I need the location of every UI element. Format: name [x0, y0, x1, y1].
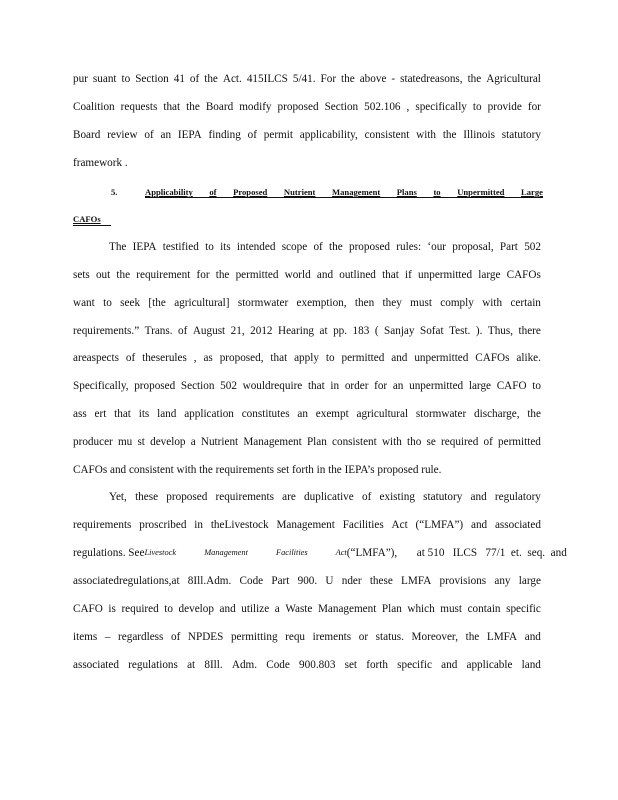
- text-line: [73, 268, 541, 282]
- word: statutory: [501, 129, 541, 141]
- word: ).: [475, 325, 483, 337]
- word: proposed,: [219, 352, 264, 364]
- word: Proposed: [233, 187, 268, 197]
- word: world: [284, 269, 311, 281]
- word: land: [521, 659, 541, 671]
- word: stormwater: [415, 408, 467, 420]
- word: required: [121, 603, 159, 615]
- word: (“LMFA”): [415, 519, 464, 531]
- word: of: [189, 73, 200, 85]
- word: theLivestock: [210, 519, 269, 531]
- word: develop: [178, 603, 214, 615]
- word: 415ILCS: [246, 73, 288, 85]
- word: unpermitted: [418, 269, 473, 281]
- word: large: [518, 575, 541, 587]
- word: Applicability: [145, 187, 193, 197]
- word: to: [103, 297, 112, 309]
- word: statutory: [423, 491, 463, 503]
- word: Hearing: [277, 325, 315, 337]
- word: 5/41.: [292, 73, 316, 85]
- word: apply: [294, 352, 319, 364]
- word: se: [426, 436, 436, 448]
- text-line: [73, 351, 541, 365]
- word: then: [354, 297, 375, 309]
- word: 21,: [230, 325, 245, 337]
- word: in: [330, 380, 340, 392]
- word: ert: [94, 408, 107, 420]
- word: an: [297, 408, 308, 420]
- text-line: [109, 240, 541, 254]
- text-line: [73, 658, 541, 672]
- word: sets: [73, 269, 90, 281]
- word: irements: [312, 631, 352, 643]
- word: Board: [73, 129, 101, 141]
- word: provisions: [439, 575, 487, 587]
- word: that: [163, 101, 181, 113]
- word: alike.: [516, 352, 541, 364]
- word: permitting: [230, 631, 278, 643]
- word: CAFO: [73, 603, 103, 615]
- word: stormwater: [237, 297, 289, 309]
- text-line: CAFOs and consistent with the requirements set forth in the IEPA’s proposed rule.: [73, 464, 442, 476]
- word: its: [220, 241, 231, 253]
- text-line: [73, 602, 541, 616]
- word: Yet,: [109, 491, 127, 503]
- word: are: [282, 491, 296, 503]
- word: to: [472, 101, 482, 113]
- word: unpermitted: [409, 380, 464, 392]
- word: Nutrient: [283, 187, 316, 197]
- word: and: [470, 519, 488, 531]
- word: land: [157, 408, 177, 420]
- word: outlined: [339, 269, 376, 281]
- word: an: [160, 129, 172, 141]
- word: of: [361, 491, 372, 503]
- word: regardless: [118, 631, 164, 643]
- word: Plan: [381, 603, 402, 615]
- word: utilize: [241, 603, 270, 615]
- word: intended: [236, 241, 276, 253]
- text-line: [73, 128, 541, 142]
- word: Management: [317, 603, 377, 615]
- word: Agricultural: [486, 73, 541, 85]
- word: regulations: [128, 659, 178, 671]
- word: st: [137, 436, 145, 448]
- word: permitted: [341, 352, 385, 364]
- word: constitutes: [241, 408, 290, 420]
- word: these: [369, 575, 393, 587]
- word: consistent: [332, 436, 377, 448]
- word: provide: [487, 101, 522, 113]
- word: requ: [285, 631, 306, 643]
- word: seek: [120, 297, 141, 309]
- word: for: [196, 269, 210, 281]
- word: applicable: [466, 659, 513, 671]
- word: 8Ill.: [204, 659, 223, 671]
- word: specifically: [415, 101, 467, 113]
- word: to: [164, 603, 173, 615]
- word: Part: [271, 575, 290, 587]
- word: Act.: [222, 73, 242, 85]
- word: the: [527, 408, 541, 420]
- word: as: [203, 352, 213, 364]
- word: proscribed: [139, 519, 187, 531]
- text-line: [73, 100, 541, 114]
- word: is: [108, 603, 116, 615]
- word: IEPA: [177, 129, 202, 141]
- word: Management: [332, 187, 381, 197]
- word: Nutrient: [200, 436, 239, 448]
- word: ‘our: [427, 241, 447, 253]
- text-line: [73, 296, 541, 310]
- word: Code: [239, 575, 264, 587]
- word: Management: [243, 436, 302, 448]
- word: Sanjay: [384, 325, 415, 337]
- word: proposed: [277, 101, 319, 113]
- word: there: [518, 325, 541, 337]
- word: order: [344, 380, 369, 392]
- word: ,: [406, 101, 410, 113]
- word: unpermitted: [414, 352, 469, 364]
- word: Adm.: [231, 659, 258, 671]
- word: and: [316, 269, 334, 281]
- word: testified: [162, 241, 199, 253]
- word: the: [116, 269, 131, 281]
- word: LMFA: [486, 631, 518, 643]
- text-line: [73, 72, 541, 86]
- word: 502.106: [364, 101, 401, 113]
- word: discharge,: [474, 408, 520, 420]
- text-line: [73, 546, 567, 560]
- word: and: [470, 491, 487, 503]
- text-line: [73, 518, 541, 532]
- word: tho: [407, 436, 422, 448]
- word: modify: [239, 101, 272, 113]
- word: associated: [73, 659, 119, 671]
- text-line: [73, 324, 541, 338]
- word: associatedregulations,at: [73, 575, 180, 587]
- word: to: [205, 241, 214, 253]
- word: Coalition: [73, 101, 115, 113]
- word: ass: [73, 408, 87, 420]
- word: LMFA: [401, 575, 432, 587]
- word: Sofat: [419, 325, 444, 337]
- word: with: [482, 297, 503, 309]
- word: of: [483, 436, 493, 448]
- word: proposed: [134, 380, 176, 392]
- text-line: [109, 490, 541, 504]
- word: 502: [524, 241, 541, 253]
- word: out: [95, 269, 111, 281]
- heading-rule: [73, 225, 111, 226]
- word: 41: [173, 73, 185, 85]
- word: rules:: [396, 241, 422, 253]
- word: in: [194, 519, 203, 531]
- word: exemption,: [296, 297, 347, 309]
- text-line: [73, 630, 541, 644]
- word: to: [532, 380, 541, 392]
- word: above: [359, 73, 387, 85]
- word: applicability,: [299, 129, 358, 141]
- word: scope: [281, 241, 308, 253]
- word: The: [109, 241, 127, 253]
- word: that: [114, 408, 131, 420]
- word: Illinois: [463, 129, 495, 141]
- word: wouldrequire: [242, 380, 303, 392]
- word: that: [270, 352, 288, 364]
- word: review: [107, 129, 138, 141]
- word: the: [204, 73, 218, 85]
- word: contain: [467, 603, 501, 615]
- word: requests: [120, 101, 158, 113]
- word: Test.: [449, 325, 471, 337]
- word: 183: [352, 325, 370, 337]
- word: 8Ill.Adm.: [187, 575, 232, 587]
- word: Section: [324, 101, 359, 113]
- word: existing: [379, 491, 415, 503]
- word: pp.: [333, 325, 348, 337]
- word: Board: [205, 101, 234, 113]
- word: nder: [341, 575, 362, 587]
- heading-rule: [145, 197, 543, 198]
- word: U: [325, 575, 334, 587]
- word: and: [391, 352, 408, 364]
- word: of: [144, 129, 154, 141]
- word: finding: [208, 129, 241, 141]
- word: status.: [375, 631, 404, 643]
- word: required: [441, 436, 479, 448]
- word: for: [527, 101, 541, 113]
- word: these: [135, 491, 159, 503]
- word: Facilities: [342, 519, 384, 531]
- word: at: [319, 325, 328, 337]
- word: mu: [117, 436, 133, 448]
- word: the: [341, 73, 355, 85]
- word: 502: [220, 380, 237, 392]
- word: 2012: [250, 325, 273, 337]
- word: proposed: [348, 241, 390, 253]
- word: to: [121, 73, 131, 85]
- word: proposal,: [452, 241, 494, 253]
- word: of: [170, 631, 181, 643]
- word: Section: [180, 380, 215, 392]
- word: of: [209, 187, 217, 197]
- word: 900.803: [299, 659, 336, 671]
- word: Code: [266, 659, 290, 671]
- word: its: [138, 408, 150, 420]
- word: for: [374, 380, 388, 392]
- word: comply: [440, 297, 474, 309]
- word: develop: [150, 436, 186, 448]
- word: Large: [521, 187, 543, 197]
- word: they: [382, 297, 402, 309]
- word: –: [104, 631, 111, 643]
- word: of: [125, 352, 136, 364]
- word: suant: [92, 73, 117, 85]
- word: the: [465, 631, 480, 643]
- word: items: [73, 631, 98, 643]
- word: a: [274, 603, 280, 615]
- word: requirement: [136, 269, 191, 281]
- word: permitted: [498, 436, 541, 448]
- word: a: [190, 436, 196, 448]
- text-line: framework .: [73, 157, 128, 169]
- word: that: [307, 380, 325, 392]
- word: Plans: [396, 187, 417, 197]
- statute-citation: (“LMFA”), at 510 ILCS 77/1 et. seq. and: [346, 547, 567, 559]
- word: an: [392, 380, 404, 392]
- word: of: [178, 325, 188, 337]
- word: forth: [366, 659, 388, 671]
- word: Management: [276, 519, 335, 531]
- word: large: [468, 380, 492, 392]
- word: and: [524, 631, 541, 643]
- word: producer: [73, 436, 113, 448]
- word: requirements: [73, 519, 132, 531]
- word: the: [215, 269, 230, 281]
- word: of: [247, 129, 257, 141]
- word: areaspects: [73, 352, 119, 364]
- word: the: [467, 73, 482, 85]
- word: must: [410, 297, 432, 309]
- word: and: [219, 603, 236, 615]
- word: pur: [73, 73, 88, 85]
- word: Part: [499, 241, 518, 253]
- word: the: [442, 129, 457, 141]
- word: associated: [494, 519, 541, 531]
- word: want: [73, 297, 95, 309]
- word: Section: [135, 73, 169, 85]
- word: the: [186, 101, 200, 113]
- word: NPDES: [187, 631, 224, 643]
- word: to: [325, 352, 335, 364]
- word: if: [405, 269, 412, 281]
- word: Trans.: [144, 325, 173, 337]
- word: Moreover,: [411, 631, 459, 643]
- text-line: [73, 379, 541, 393]
- word: ,: [193, 352, 197, 364]
- word: Waste: [285, 603, 313, 615]
- word: set: [344, 659, 358, 671]
- word: application: [184, 408, 234, 420]
- text-line: [73, 574, 541, 588]
- word: agricultural: [356, 408, 409, 420]
- word: Specifically,: [73, 380, 129, 392]
- see-label: regulations. See: [73, 547, 145, 559]
- word: statedreasons,: [400, 73, 463, 85]
- word: CAFOs: [506, 269, 541, 281]
- word: [the: [148, 297, 166, 309]
- section-title-continuation: CAFOs: [73, 214, 101, 224]
- word: specific: [397, 659, 432, 671]
- word: to: [433, 187, 441, 197]
- word: CAFO: [496, 380, 527, 392]
- word: or: [358, 631, 369, 643]
- word: duplicative: [304, 491, 354, 503]
- word: permitted: [235, 269, 279, 281]
- word: (: [374, 325, 379, 337]
- word: consistent: [364, 129, 410, 141]
- word: CAFOs: [475, 352, 510, 364]
- word: agricultural]: [174, 297, 230, 309]
- word: Unpermitted: [457, 187, 505, 197]
- text-line: [73, 435, 541, 449]
- text-line: [73, 407, 541, 421]
- word: theserules: [142, 352, 187, 364]
- word: large: [478, 269, 501, 281]
- word: Thus,: [487, 325, 514, 337]
- word: and: [441, 659, 458, 671]
- word: specific: [506, 603, 541, 615]
- word: requirements: [215, 491, 274, 503]
- word: regulatory: [494, 491, 541, 503]
- word: must: [440, 603, 463, 615]
- word: Act: [391, 519, 408, 531]
- word: that: [382, 269, 399, 281]
- word: with: [416, 129, 437, 141]
- word: August: [192, 325, 226, 337]
- statute-title: Livestock Management Facilities Act: [144, 548, 347, 557]
- word: exempt: [315, 408, 349, 420]
- word: -: [391, 73, 396, 85]
- word: 900.: [297, 575, 318, 587]
- word: with: [381, 436, 402, 448]
- word: requirements.”: [73, 325, 140, 337]
- word: the: [329, 241, 343, 253]
- section-number: 5.: [111, 187, 118, 197]
- word: proposed: [166, 491, 208, 503]
- word: IEPA: [132, 241, 157, 253]
- word: certain: [510, 297, 541, 309]
- word: any: [494, 575, 511, 587]
- word: For: [320, 73, 337, 85]
- word: which: [407, 603, 435, 615]
- word: of: [313, 241, 323, 253]
- word: permit: [263, 129, 293, 141]
- word: at: [187, 659, 196, 671]
- word: Plan: [306, 436, 327, 448]
